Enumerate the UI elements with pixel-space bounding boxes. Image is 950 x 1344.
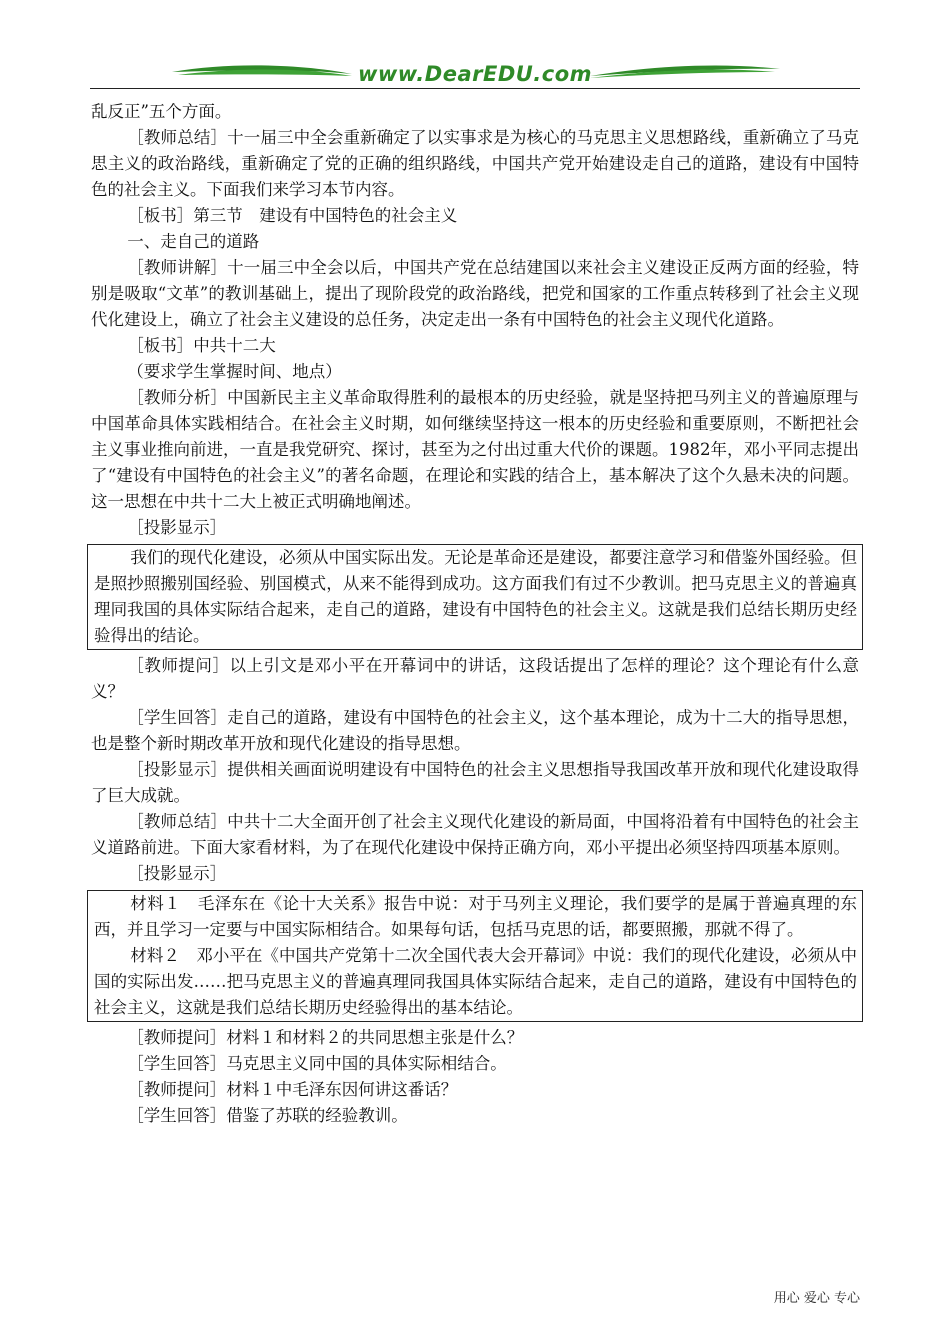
paragraph: ［板书］第三节 建设有中国特色的社会主义 <box>127 206 458 225</box>
paragraph: ［投影显示］ <box>127 864 227 883</box>
paragraph: ［教师分析］中国新民主主义革命取得胜利的最根本的历史经验，就是坚持把马列主义的普遍原理与中国革命具体实践相结合。在社会主义时期，如何继续坚持这一根本的历史经验和重要原则，不断把社会主义事业推向前进，一直是我党研究、探讨，甚至为之付出过重大代价的课题。1982年，邓小平同志提出了“建设有中国特色的社会主义”的著名命题，在理论和实践的结合上，基本解决了这个久悬未决的问题。这一思想在中共十二大上被正式明确地阐述。 <box>91 388 859 511</box>
footer-slogan: 用心 爱心 专心 <box>773 1291 860 1306</box>
box-paragraph: 我们的现代化建设，必须从中国实际出发。无论是革命还是建设，都要注意学习和借鉴外国经验。但是照抄照搬别国经验、别国模式，从来不能得到成功。这方面我们有过不少教训。把马克思主义的普遍真理同我国的具体实际结合起来，走自己的道路，建设有中国特色的社会主义。这就是我们总结长期历史经验得出的结论。 <box>94 548 857 645</box>
section-top <box>91 99 859 541</box>
header-rule <box>90 88 860 89</box>
section-middle <box>91 653 859 887</box>
page-header <box>90 60 860 90</box>
paragraph: ［板书］中共十二大 <box>127 336 276 355</box>
paragraph: 一、走自己的道路 <box>127 232 260 251</box>
paragraph: 乱反正”五个方面。 <box>91 102 232 121</box>
box-paragraph: 材料２ 邓小平在《中国共产党第十二次全国代表大会开幕词》中说：我们的现代化建设，必须从中国的实际出发……把马克思主义的普遍真理同我国具体实际结合起来，走自己的道路，建设有中国特色的社会主义，这就是我们总结长期历史经验得出的基本结论。 <box>94 946 857 1017</box>
paragraph: ［教师提问］材料１和材料２的共同思想主张是什么？ <box>127 1028 524 1047</box>
paragraph: ［学生回答］借鉴了苏联的经验教训。 <box>127 1106 408 1125</box>
paragraph: ［学生回答］马克思主义同中国的具体实际相结合。 <box>127 1054 507 1073</box>
projection-box-materials <box>87 890 863 1022</box>
paragraph: ［教师讲解］十一届三中全会以后，中国共产党在总结建国以来社会主义建设正反两方面的经验，特别是吸取“文革”的教训基础上，提出了现阶段党的政治路线，把党和国家的工作重点转移到了社会主义现代化建设上，确立了社会主义建设的总任务，决定走出一条有中国特色的社会主义现代化道路。 <box>91 258 859 329</box>
box-paragraph: 材料１ 毛泽东在《论十大关系》报告中说：对于马列主义理论，我们要学的是属于普遍真理的东西，并且学习一定要与中国实际相结合。如果每句话，包括马克思的话，都要照搬，那就不得了。 <box>94 894 857 939</box>
paragraph: ［投影显示］ <box>127 518 227 537</box>
paragraph: ［投影显示］提供相关画面说明建设有中国特色的社会主义思想指导我国改革开放和现代化建设取得了巨大成就。 <box>91 760 859 805</box>
paragraph: ［教师提问］以上引文是邓小平在开幕词中的讲话，这段话提出了怎样的理论？这个理论有什么意义？ <box>91 656 859 701</box>
section-bottom <box>91 1025 859 1129</box>
paragraph: ［学生回答］走自己的道路，建设有中国特色的社会主义，这个基本理论，成为十二大的指导思想，也是整个新时期改革开放和现代化建设的指导思想。 <box>91 708 859 753</box>
paragraph: ［教师总结］十一届三中全会重新确定了以实事求是为核心的马克思主义思想路线，重新确立了马克思主义的政治路线，重新确定了党的正确的组织路线，中国共产党开始建设走自己的道路，建设有中国特色的社会主义。下面我们来学习本节内容。 <box>91 128 859 199</box>
paragraph: （要求学生掌握时间、地点） <box>127 362 342 381</box>
document-body <box>91 99 859 1129</box>
site-logo-text[interactable]: www.DearEDU.com <box>357 62 593 86</box>
projection-box-quote <box>87 544 863 650</box>
paragraph: ［教师总结］中共十二大全面开创了社会主义现代化建设的新局面，中国将沿着有中国特色的社会主义道路前进。下面大家看材料，为了在现代化建设中保持正确方向，邓小平提出必须坚持四项基本原则。 <box>91 812 859 857</box>
paragraph: ［教师提问］材料１中毛泽东因何讲这番话？ <box>127 1080 458 1099</box>
